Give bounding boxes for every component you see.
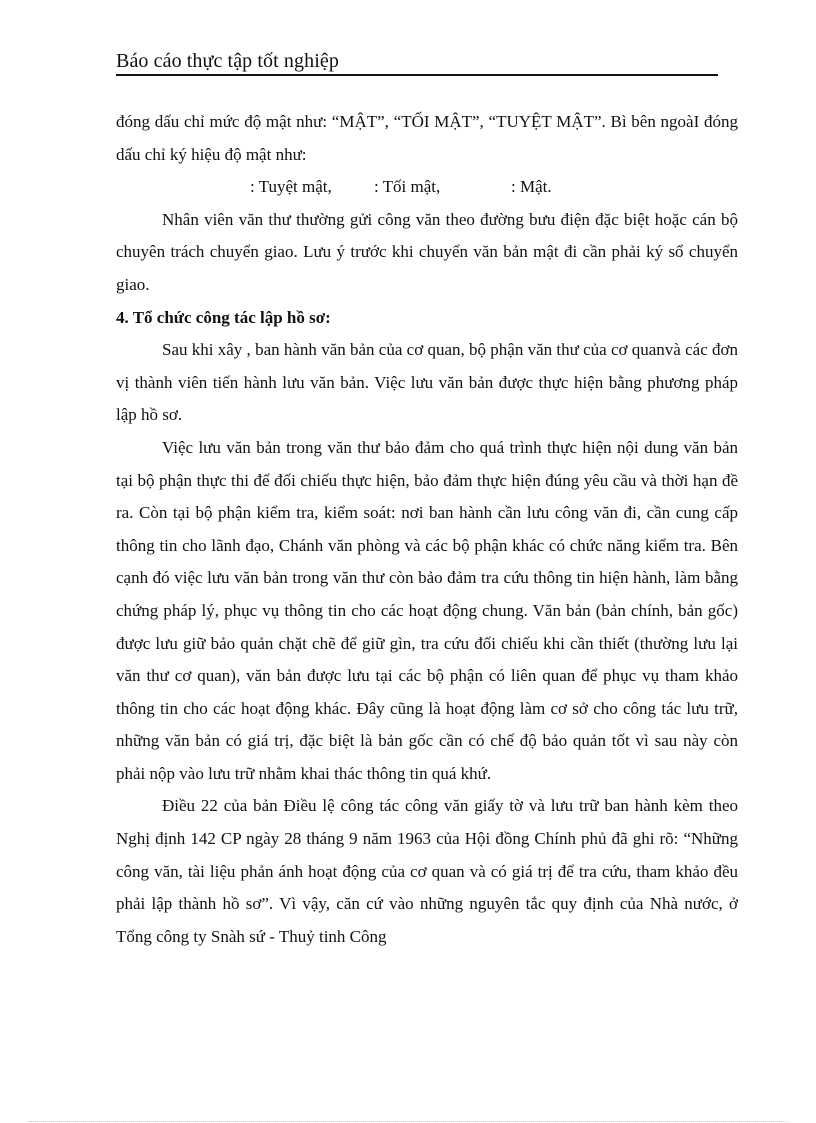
symbol-secret: : Tối mật, bbox=[374, 177, 441, 197]
document-body bbox=[116, 106, 738, 953]
paragraph-security-marks: đóng dấu chỉ mức độ mật như: “MẬT”, “TỐI MẬT”, “TUYỆT MẬT”. Bì bên ngoàI đóng dấu chỉ ký hiệu độ mật như: bbox=[116, 112, 738, 164]
paragraph-storage: Sau khi xây , ban hành văn bản của cơ quan, bộ phận văn thư của cơ quanvà các đơn vị thành viên tiến hành lưu văn bản. Việc lưu văn bản được thực hiện bằng phương pháp lập hồ sơ. bbox=[116, 340, 738, 425]
paragraph-decree: Điều 22 của bản Điều lệ công tác công văn giấy tờ và lưu trữ ban hành kèm theo Nghị định 142 CP ngày 28 tháng 9 năm 1963 của Hội đồng Chính phủ đã ghi rõ: “Những công văn, tài liệu phản ánh hoạt động của cơ quan và có giá trị để tra cứu, tham khảo đều phải lập thành hồ sơ”. Vì vậy, căn cứ vào những nguyên tắc quy định của Nhà nước, ở Tổng công ty Snàh sứ - Thuỷ tinh Công bbox=[116, 796, 738, 946]
symbol-confidential: : Mật. bbox=[511, 177, 552, 197]
header-divider bbox=[116, 74, 718, 76]
symbol-top-secret: : Tuyệt mật, bbox=[250, 177, 332, 197]
paragraph-delivery: Nhân viên văn thư thường gửi công văn theo đường bưu điện đặc biệt hoặc cán bộ chuyên trách chuyển giao. Lưu ý trước khi chuyển văn bản mật đi cần phải ký sổ chuyển giao. bbox=[116, 209, 738, 294]
section-heading: 4. Tổ chức công tác lập hồ sơ: bbox=[116, 307, 331, 327]
paragraph-purpose: Việc lưu văn bản trong văn thư bảo đảm cho quá trình thực hiện nội dung văn bản tại bộ phận thực thi để đối chiếu thực hiện, bảo đảm thực hiện đúng yêu cầu và thời hạn đề ra. Còn tại bộ phận kiểm tra, kiểm soát: nơi ban hành cần lưu công văn đi, cần cung cấp thông tin cho lãnh đạo, Chánh văn phòng và các bộ phận khác có chức năng kiểm tra. Bên cạnh đó việc lưu văn bản trong văn thư còn bảo đảm tra cứu thông tin hiện hành, làm bằng chứng pháp lý, phục vụ thông tin cho các hoạt động chung. Văn bản (bản chính, bản gốc) được lưu giữ bảo quản chặt chẽ để giữ gìn, tra cứu đối chiếu khi cần thiết (thường lưu lại văn thư cơ quan), văn bản được lưu tại các bộ phận có liên quan để phục vụ tham khảo thông tin cho các hoạt động khác. Đây cũng là hoạt động làm cơ sở cho công tác lưu trữ, những văn bản có giá trị, đặc biệt là bản gốc cần có chế độ bảo quản tốt vì sau này còn phải nộp vào lưu trữ nhằm khai thác thông tin quá khứ. bbox=[116, 437, 738, 783]
page-header-title: Báo cáo thực tập tốt nghiệp bbox=[116, 50, 339, 72]
security-symbols-line bbox=[116, 171, 738, 204]
page-bottom-border bbox=[28, 1121, 788, 1122]
